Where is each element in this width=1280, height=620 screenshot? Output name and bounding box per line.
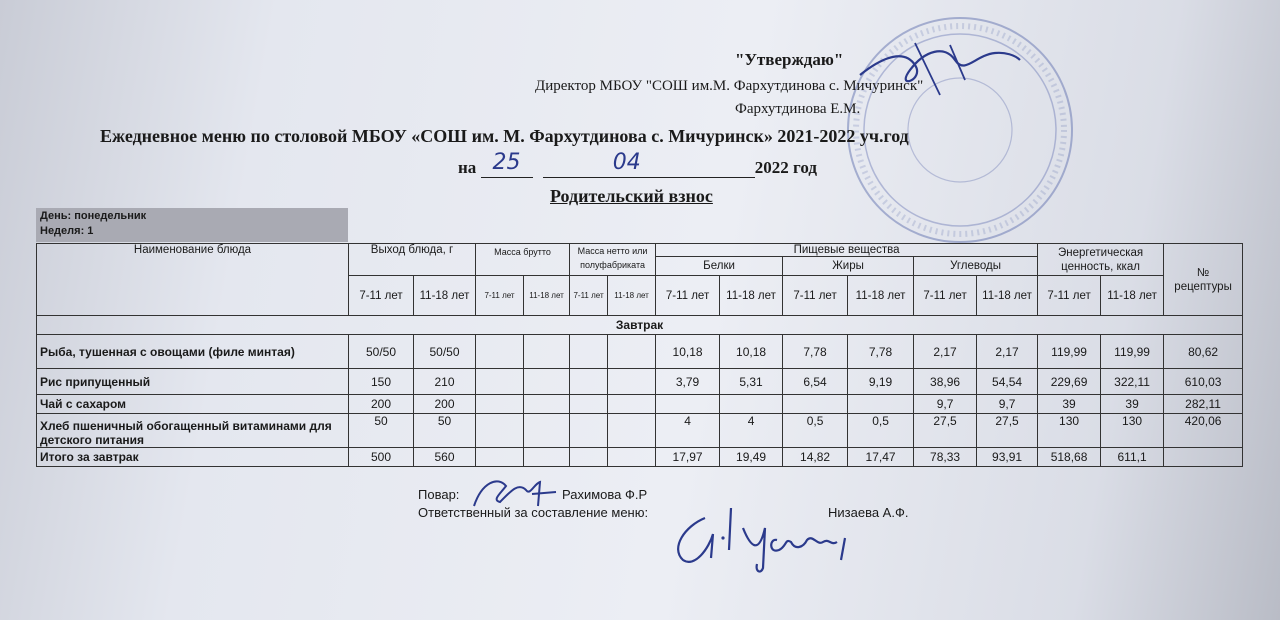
- cell: 38,96: [914, 369, 977, 395]
- dish-name: Рыба, тушенная с овощами (филе минтая): [37, 335, 349, 369]
- responsible-name: Низаева А.Ф.: [828, 505, 909, 520]
- cell: 119,99: [1038, 335, 1101, 369]
- cell: 50: [349, 414, 414, 448]
- date-month-field: [543, 150, 755, 178]
- cell: 560: [414, 448, 476, 467]
- cell: 10,18: [720, 335, 783, 369]
- cell: 9,19: [848, 369, 914, 395]
- cook-signature: [470, 472, 560, 512]
- cell: [570, 369, 608, 395]
- age-header: 7-11 лет: [476, 276, 524, 316]
- director-name: Фархутдинова Е.М.: [735, 101, 861, 117]
- cell: 2,17: [914, 335, 977, 369]
- week-label: Неделя: 1: [40, 225, 94, 237]
- cell: 500: [349, 448, 414, 467]
- cell: 150: [349, 369, 414, 395]
- cell: [476, 395, 524, 414]
- cell: 610,03: [1164, 369, 1243, 395]
- table-row: [37, 369, 1243, 395]
- cell: [848, 395, 914, 414]
- cell: [783, 395, 848, 414]
- age-header: 11-18 лет: [977, 276, 1038, 316]
- cell: 50/50: [349, 335, 414, 369]
- cell: [524, 448, 570, 467]
- age-header: 7-11 лет: [1038, 276, 1101, 316]
- cell: [524, 395, 570, 414]
- cell: [656, 395, 720, 414]
- col-header-name: Наименование блюда: [37, 244, 349, 316]
- col-header-net: Масса нетто или полуфабриката: [570, 244, 656, 276]
- age-header: 11-18 лет: [524, 276, 570, 316]
- total-row: [37, 448, 1243, 467]
- cell: 2,17: [977, 335, 1038, 369]
- cell: [608, 395, 656, 414]
- cell: 229,69: [1038, 369, 1101, 395]
- cell: [570, 335, 608, 369]
- cell: 4: [656, 414, 720, 448]
- cell: [476, 335, 524, 369]
- cell: 611,1: [1101, 448, 1164, 467]
- cell: 50/50: [414, 335, 476, 369]
- col-header-fats: Жиры: [783, 257, 914, 276]
- responsible-signature: [665, 498, 865, 576]
- col-header-recipe: № рецептуры: [1164, 244, 1243, 316]
- cell: 10,18: [656, 335, 720, 369]
- cell: 0,5: [783, 414, 848, 448]
- cell: 27,5: [977, 414, 1038, 448]
- age-header: 7-11 лет: [349, 276, 414, 316]
- cell: 6,54: [783, 369, 848, 395]
- cell: 39: [1038, 395, 1101, 414]
- age-header: 7-11 лет: [914, 276, 977, 316]
- cell: 80,62: [1164, 335, 1243, 369]
- cell: 119,99: [1101, 335, 1164, 369]
- cell: [1164, 448, 1243, 467]
- cell: 78,33: [914, 448, 977, 467]
- cell: [476, 369, 524, 395]
- table-row: [37, 414, 1243, 448]
- date-prefix: на: [458, 158, 477, 177]
- cell: [476, 414, 524, 448]
- menu-table: [36, 243, 1243, 467]
- subtitle: Родительский взнос: [550, 186, 713, 206]
- cell: [608, 448, 656, 467]
- date-month: 04: [612, 150, 641, 175]
- cell: [524, 414, 570, 448]
- date-suffix: 2022 год: [754, 158, 817, 177]
- col-header-output: Выход блюда, г: [349, 244, 476, 276]
- day-info-box: [36, 208, 348, 242]
- cell: [608, 414, 656, 448]
- cell: 7,78: [848, 335, 914, 369]
- age-header: 7-11 лет: [656, 276, 720, 316]
- dish-name: Чай с сахаром: [37, 395, 349, 414]
- dish-name: Рис припущенный: [37, 369, 349, 395]
- date-day-field: [481, 150, 533, 178]
- age-header: 7-11 лет: [570, 276, 608, 316]
- cell: 54,54: [977, 369, 1038, 395]
- cell: 0,5: [848, 414, 914, 448]
- cell: [570, 414, 608, 448]
- col-header-energy: Энергетическая ценность, ккал: [1038, 244, 1164, 276]
- cell: 420,06: [1164, 414, 1243, 448]
- col-header-proteins: Белки: [656, 257, 783, 276]
- cell: 130: [1038, 414, 1101, 448]
- table-row: [37, 335, 1243, 369]
- cell: 130: [1101, 414, 1164, 448]
- cell: 19,49: [720, 448, 783, 467]
- total-label: Итого за завтрак: [37, 448, 349, 467]
- cell: 200: [349, 395, 414, 414]
- cell: 282,11: [1164, 395, 1243, 414]
- dish-name: Хлеб пшеничный обогащенный витаминами для детского питания: [37, 414, 349, 448]
- cell: [476, 448, 524, 467]
- section-breakfast: Завтрак: [37, 316, 1243, 335]
- cell: 14,82: [783, 448, 848, 467]
- cell: 518,68: [1038, 448, 1101, 467]
- cell: 5,31: [720, 369, 783, 395]
- director-line: Директор МБОУ "СОШ им.М. Фархутдинова с. Мичуринск": [535, 78, 924, 94]
- cell: 17,47: [848, 448, 914, 467]
- cell: 200: [414, 395, 476, 414]
- cell: 3,79: [656, 369, 720, 395]
- cell: 210: [414, 369, 476, 395]
- cell: 93,91: [977, 448, 1038, 467]
- cell: [608, 369, 656, 395]
- date-line: [458, 150, 817, 178]
- table-row: [37, 395, 1243, 414]
- cell: [720, 395, 783, 414]
- page-title: Ежедневное меню по столовой МБОУ «СОШ им. М. Фархутдинова с. Мичуринск» 2021-2022 уч.год: [100, 126, 909, 146]
- cell: [524, 369, 570, 395]
- cell: [608, 335, 656, 369]
- header-row-1: [37, 244, 1243, 257]
- age-header: 11-18 лет: [848, 276, 914, 316]
- cell: 7,78: [783, 335, 848, 369]
- cell: [524, 335, 570, 369]
- section-row: [37, 316, 1243, 335]
- age-header: 11-18 лет: [1101, 276, 1164, 316]
- age-header: 11-18 лет: [414, 276, 476, 316]
- cook-name: Рахимова Ф.Р: [562, 487, 648, 502]
- age-header: 11-18 лет: [608, 276, 656, 316]
- cell: 322,11: [1101, 369, 1164, 395]
- col-header-nutrients: Пищевые вещества: [656, 244, 1038, 257]
- col-header-carbs: Углеводы: [914, 257, 1038, 276]
- approve-label: "Утверждаю": [735, 50, 844, 69]
- cell: 27,5: [914, 414, 977, 448]
- cell: 17,97: [656, 448, 720, 467]
- cook-label: Повар:: [418, 487, 460, 502]
- cell: 39: [1101, 395, 1164, 414]
- day-label: День: понедельник: [40, 210, 147, 222]
- cell: [570, 395, 608, 414]
- responsible-label: Ответственный за составление меню:: [418, 505, 649, 520]
- age-header: 7-11 лет: [783, 276, 848, 316]
- cell: [570, 448, 608, 467]
- cell: 50: [414, 414, 476, 448]
- cell: 9,7: [914, 395, 977, 414]
- age-header: 11-18 лет: [720, 276, 783, 316]
- date-day: 25: [492, 150, 521, 175]
- cell: 9,7: [977, 395, 1038, 414]
- cell: 4: [720, 414, 783, 448]
- col-header-gross: Масса брутто: [476, 244, 570, 276]
